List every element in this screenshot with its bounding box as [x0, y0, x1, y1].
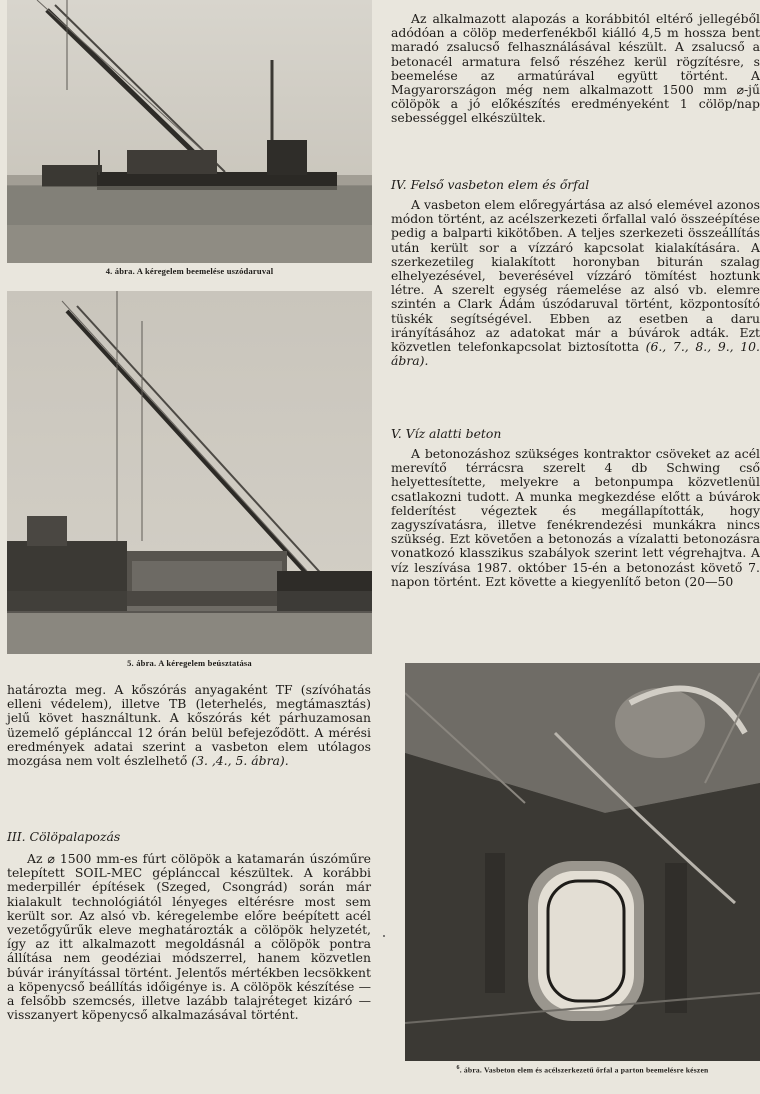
section-heading-4: IV. Felső vasbeton elem és őrfal — [391, 177, 590, 192]
figure-4-photo — [7, 0, 372, 263]
paragraph-pile-foundation: Az ⌀ 1500 mm-es fúrt cölöpök a katamarán úszóműre telepített SOIL-MEC gépláncсal készültek. A korábbi mederpillér építések (Szeged, Csongrád) során már kialakult technológiától lényeges eltérésre most sem került sor. Az alsó vb. kéregelembe előre beépített acél vezetőgyűrűk eleve meghatározták a cölöpök helyzetét, így az itt alkalmazott megoldásnál a cölöpök pontra állítása nem geodéziai módszerrel, hanem közvetlen búvár irányítással történt. Jelentős mértékben lecsökkent a köpenycső beállítás időigénye is. A cölöpök készítése — a felsőbb szemcsés, illetve lazább talajréteget kizáró — visszanyert köpenycső alkalmazásával történt. — [7, 851, 371, 1023]
figure-5-caption: 5. ábra. A kéregelem beúsztatása — [127, 658, 252, 668]
left-column-text — [7, 683, 371, 768]
section-heading-5: V. Víz alatti beton — [391, 426, 502, 441]
paragraph-upper-element: A vasbeton elem előregyártása az alsó elemével azonos módon történt, az acélszerkezeti őrfallal való összeépítése pedig a balparti kikötőben. A teljes szerkezeti összeállítás után került sor a vízzáró kapcsolat kialakítására. A szerkezetileg kialakított horonyban biturán szalag elhelyezésével, beverésével vízzáró tömítést hoztunk létre. A szerelt egység ráemelése az alsó vb. elemre szintén a Clark Ádám úszódaruval történt, központosító tüskék segítségével. Ebben az esetben a daru irányításához az adatokat már a búvárok adták. Ezt közvetlen telefonkapcsolat biztosította (6., 7., 8., 9., 10. ábra). — [391, 197, 760, 369]
paragraph-underwater-concrete: A betonozáshoz szükséges kontraktor csöveket az acél merevítő térrácsra szerelt 4 db Schwing cső helyettesítette, melyekre a betonpumpa közvetlenül csatlakozni tudott. A munka megkezdése előtt a búvárok felderítést végeztek és megállapították, hogy zagyszívatásra, illetve fenékrendezési munkákra nincs szükség. Ezt követően a betonozás a vízalatti betonozásra vonatkozó klasszikus szabályok szerint lett végrehajtva. A víz leszívása 1987. október 15-én a betonozást követő 7. napon történt. Ezt követte a kiegyenlítő beton (20—50 — [391, 446, 760, 589]
paragraph-continued: határozta meg. A kőszórás anyagaként TF (szívóhatás elleni védelem), illetve TB (leterhelés, megtámasztás) jelű követ használtunk. A kőszórás két párhuzamosan üzemelő géplánccal 12 órán belül befejeződött. A mérési eredmények adatai szerint a vasbeton elem utólagos mozgása nem volt észlelhető (3. ,4., 5. ábra). — [7, 682, 371, 769]
figure-reference: (6., 7., 8., 9., 10. ábra). — [391, 339, 760, 369]
scan-speck — [383, 935, 385, 937]
figure-6-caption: $^6$. ábra. Vasbeton elem és acélszerkezetű őrfal a parton beemelésre készen — [456, 1065, 709, 1075]
figure-6-photo — [405, 663, 760, 1061]
figure-4-caption: 4. ábra. A kéregelem beemelése uszódaruval — [105, 266, 274, 276]
figure-reference: (3. ,4., 5. ábra). — [191, 753, 289, 769]
figure-5-photo — [7, 291, 372, 654]
paragraph-foundation-method: Az alkalmazott alapozás a korábbitól eltérő jellegéből adódóan a cölöp mederfenékből kiálló 4,5 m hossza bent maradó zsalucső felhasználásával készült. A zsalucső a betonacél armatura felső részéhez kerül rögzítésre, s beemelése az armatúrával együtt történt. A Magyarországon még nem alkalmazott 1500 mm ⌀-jű cölöpök a jó előkészítés eredményeként 1 cölöp/nap sebességgel elkészültek. — [391, 11, 760, 126]
section-heading-3: III. Cölöpalapozás — [7, 829, 121, 844]
